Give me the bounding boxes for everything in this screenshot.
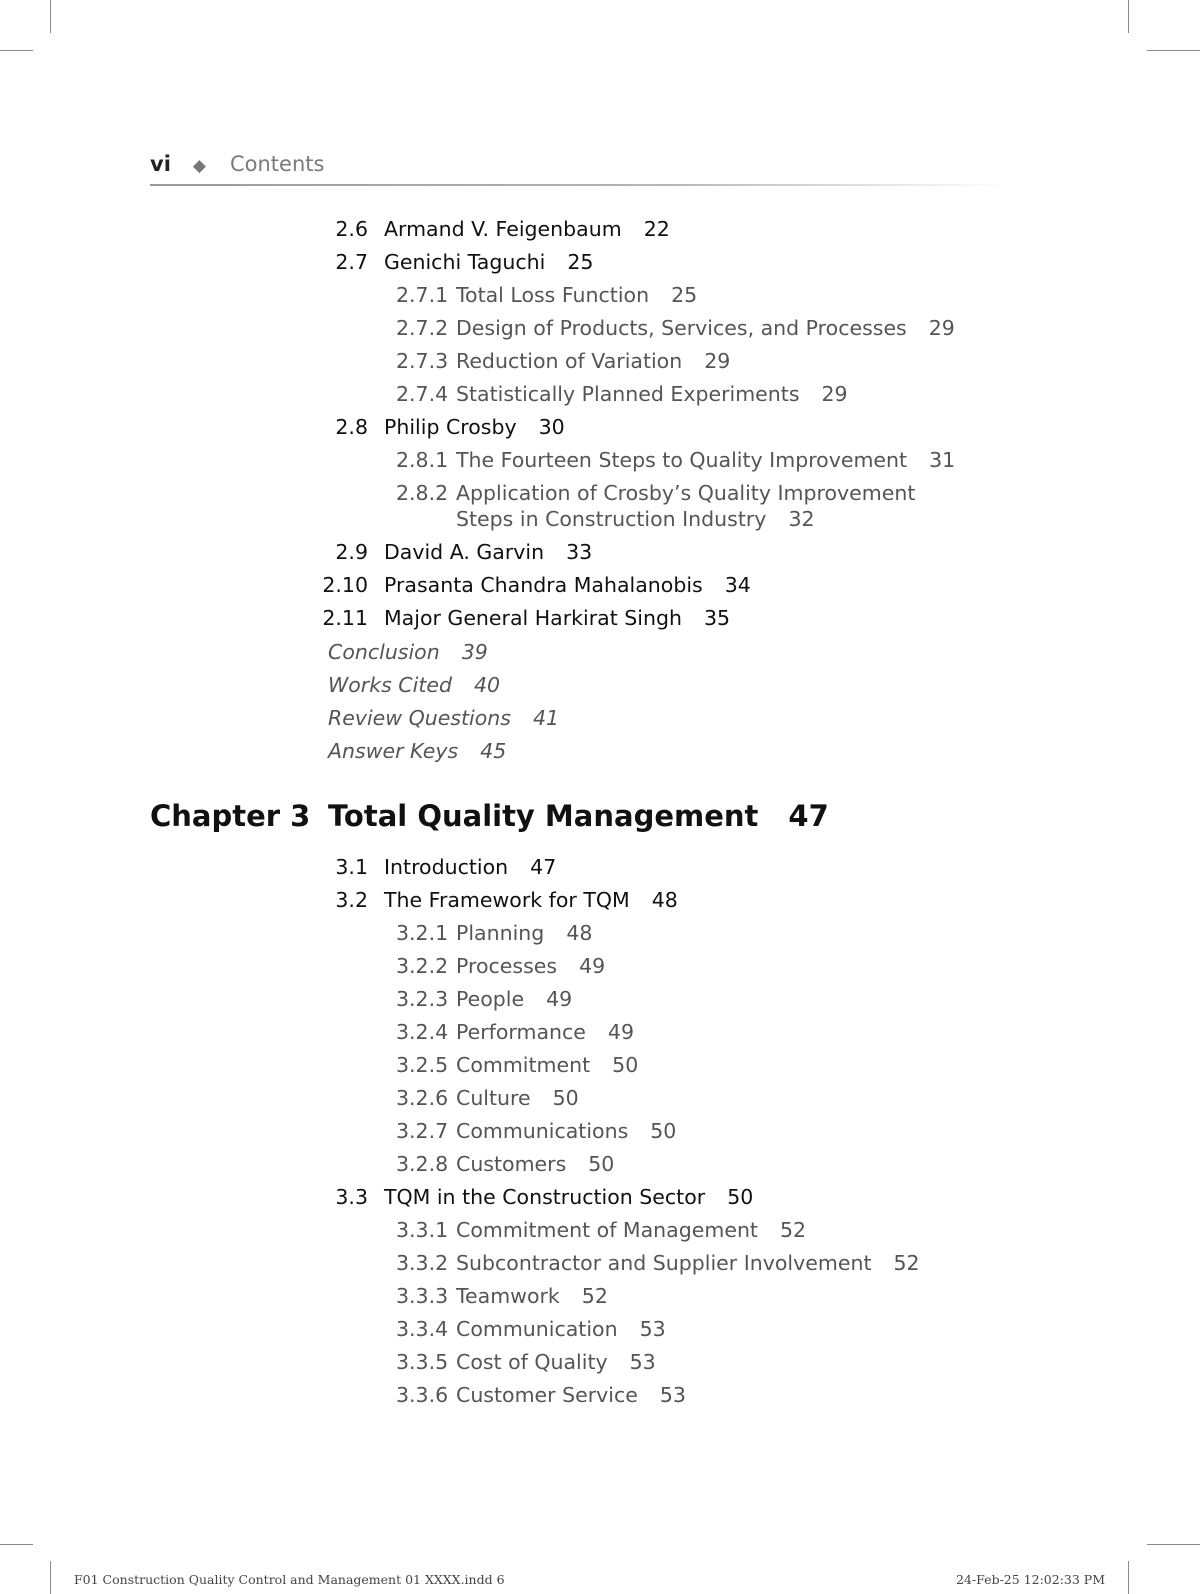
toc-entry-number: 3.3.2 [396,1251,449,1275]
toc-entry-number: 3.2 [335,888,368,912]
toc-entry-title: Works Cited [328,673,452,697]
crop-mark [0,1544,33,1545]
toc-entry-page: 50 [588,1152,615,1176]
toc-entry [396,1280,608,1313]
toc-entry-page: 52 [779,1218,807,1242]
toc-entry [396,279,697,312]
toc-entry-title: Performance [456,1020,586,1044]
toc-entry-page: 50 [727,1185,754,1209]
chapter-label: Chapter 3 [150,799,311,833]
toc-entry [396,917,592,950]
crop-mark [1147,50,1200,51]
toc-entry-page: 40 [473,673,501,697]
toc-entry [335,884,678,917]
toc-entry-page: 49 [579,954,606,978]
toc-entry-title: Customers [456,1152,567,1176]
toc-entry-title-continued: Steps in Construction Industry [456,507,767,531]
toc-entry-page: 41 [532,706,560,730]
toc-back-matter-entry [328,702,559,735]
crop-mark [50,1561,51,1594]
toc-entry-number: 2.10 [322,573,368,597]
toc-entry-page: 52 [893,1251,920,1275]
toc-entry-number: 3.3.3 [396,1284,449,1308]
toc-entry-title: Customer Service [456,1383,638,1407]
toc-entry-number: 3.2.5 [396,1053,449,1077]
toc-entry [396,1115,676,1148]
toc-entry-number: 2.7.2 [396,316,449,340]
toc-entry [335,536,593,569]
toc-entry-number: 3.2.1 [396,921,449,945]
crop-mark [50,0,51,33]
crop-mark [1128,0,1129,33]
toc-entry-number: 2.9 [335,540,368,564]
toc-entry [396,1049,638,1082]
toc-entry-number: 3.3.4 [396,1317,449,1341]
toc-entry [335,213,670,246]
page-folio: vi [150,152,171,176]
toc-entry-title: Prasanta Chandra Mahalanobis [384,573,703,597]
toc-entry-page: 49 [546,987,573,1011]
toc-entry-page: 47 [530,855,557,879]
toc-entry-title: Culture [456,1086,531,1110]
toc-entry-title: The Fourteen Steps to Quality Improvement [456,448,908,472]
toc-entry [396,983,572,1016]
slug-filename: F01 Construction Quality Control and Management 01 XXXX.indd 6 [74,1572,505,1587]
toc-entry-number: 3.3.6 [396,1383,449,1407]
toc-entry-page: 53 [629,1350,656,1374]
toc-entry-number: 2.6 [335,217,368,241]
toc-entry-page: 48 [566,921,593,945]
toc-entry-title: Review Questions [328,706,511,730]
chapter-page: 47 [788,799,829,833]
toc-entry-title: Communications [456,1119,629,1143]
running-head [150,152,324,184]
toc-entry-page: 45 [480,739,507,763]
toc-entry-title: People [456,987,525,1011]
toc-entry-title: Conclusion [328,640,440,664]
toc-entry-page: 53 [639,1317,666,1341]
toc-entry [396,312,955,345]
toc-entry-title: TQM in the Construction Sector [384,1185,706,1209]
toc-entry-title: Introduction [384,855,509,879]
toc-entry [335,411,565,444]
toc-entry-page: 29 [704,349,731,373]
toc-entry-page: 35 [703,606,731,630]
toc-entry-title: David A. Garvin [384,540,545,564]
toc-entry-title: Major General Harkirat Singh [384,606,682,630]
toc-entry [335,246,594,279]
toc-entry-page: 29 [821,382,848,406]
toc-entry [396,1346,656,1379]
toc-entry-page: 50 [552,1086,579,1110]
toc-entry-title: Subcontractor and Supplier Involvement [456,1251,872,1275]
toc-entry [396,480,915,532]
toc-entry-page: 22 [643,217,670,241]
toc-entry-page: 32 [788,507,815,531]
toc-entry [335,1181,754,1214]
toc-entry [396,1247,920,1280]
toc-entry [396,378,848,411]
toc-entry-page: 49 [607,1020,635,1044]
chapter-heading [328,799,829,833]
toc-entry-title: Teamwork [456,1284,560,1308]
toc-entry [396,1082,579,1115]
toc-entry-page: 33 [566,540,593,564]
toc-entry-title: Application of Crosby’s Quality Improvement [456,481,916,505]
toc-entry-number: 3.2.4 [396,1020,449,1044]
toc-entry [322,569,751,602]
toc-entry-title: The Framework for TQM [384,888,630,912]
toc-entry-title: Cost of Quality [456,1350,608,1374]
toc-back-matter-entry [328,735,506,768]
toc-entry-number: 3.1 [335,855,368,879]
toc-entry-number: 2.7.1 [396,283,449,307]
toc-entry-page: 25 [671,283,698,307]
toc-entry-page: 52 [581,1284,608,1308]
toc-entry-page: 39 [461,640,488,664]
toc-entry-title: Genichi Taguchi [384,250,546,274]
running-head-title: Contents [229,152,325,176]
toc-entry-page: 48 [651,888,678,912]
toc-entry-page: 50 [650,1119,677,1143]
toc-entry-number: 3.2.6 [396,1086,449,1110]
toc-entry-number: 2.7.4 [396,382,449,406]
toc-entry [322,602,731,635]
toc-entry-title: Answer Keys [328,739,459,763]
toc-entry-page: 53 [659,1383,686,1407]
toc-back-matter-entry [328,636,488,669]
toc-entry [396,1313,666,1346]
toc-entry-page: 25 [567,250,594,274]
toc-entry-page: 50 [612,1053,639,1077]
crop-mark [0,50,33,51]
toc-entry [396,950,605,983]
toc-entry [396,345,730,378]
toc-entry-title: Commitment of Management [456,1218,758,1242]
toc-entry-number: 3.2.7 [396,1119,449,1143]
chapter-title: Total Quality Management [328,799,759,833]
crop-mark [1147,1544,1200,1545]
toc-entry-number: 2.7.3 [396,349,449,373]
toc-entry [396,1148,614,1181]
toc-entry-title: Total Loss Function [456,283,650,307]
toc-entry-title: Design of Products, Services, and Processes [456,316,907,340]
toc-entry-number: 3.3.5 [396,1350,449,1374]
toc-entry [396,444,955,477]
toc-entry-page: 34 [724,573,751,597]
toc-entry-title: Planning [456,921,545,945]
toc-entry-page: 29 [928,316,955,340]
toc-entry-page: 31 [929,448,956,472]
toc-entry-title: Philip Crosby [384,415,517,439]
toc-entry-number: 3.2.3 [396,987,449,1011]
toc-entry-title: Commitment [456,1053,591,1077]
toc-entry [335,851,557,884]
slug-timestamp: 24-Feb-25 12:02:33 PM [956,1572,1105,1587]
toc-entry-number: 2.7 [335,250,368,274]
toc-entry [396,1016,634,1049]
toc-entry [396,1214,806,1247]
toc-entry-title: Communication [456,1317,618,1341]
toc-entry-number: 3.3.1 [396,1218,449,1242]
toc-back-matter-entry [328,669,500,702]
toc-entry-page: 30 [538,415,565,439]
toc-entry-number: 2.8 [335,415,368,439]
toc-entry-number: 3.2.2 [396,954,449,978]
diamond-separator-icon: ◆ [192,156,206,176]
toc-entry [396,1379,686,1412]
toc-entry-title: Armand V. Feigenbaum [384,217,622,241]
running-head-rule [150,184,1010,186]
toc-entry-title: Reduction of Variation [456,349,683,373]
toc-entry-title: Processes [456,954,558,978]
toc-entry-number: 2.8.1 [396,448,449,472]
toc-entry-number: 3.3 [335,1185,368,1209]
toc-entry-number: 2.8.2 [396,481,449,505]
toc-entry-title: Statistically Planned Experiments [456,382,800,406]
crop-mark [1128,1561,1129,1594]
toc-entry-number: 3.2.8 [396,1152,449,1176]
toc-entry-number: 2.11 [322,606,368,630]
